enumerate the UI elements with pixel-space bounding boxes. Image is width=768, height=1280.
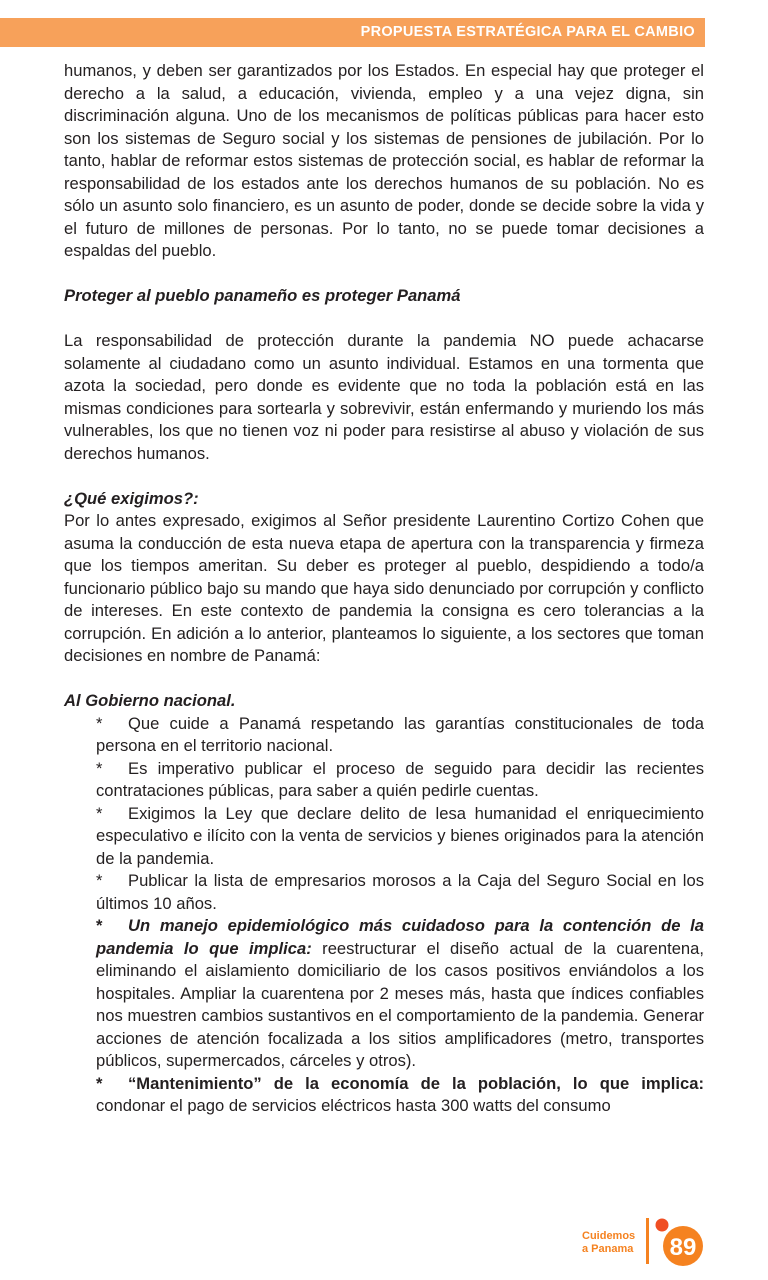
bullet-marker: * (96, 916, 103, 935)
paragraph: La responsabilidad de protección durante la pandemia NO puede achacarse solamente al ciudadano como un asunto individual. Estamos en una tormenta que azota la sociedad, pero donde es evidente que no toda la población está en las mismas condiciones para sortearla y sobrevivir, están enfermando y muriendo los más vulnerables, los que no tienen voz ni poder para resistirse al abuso y violación de sus derechos humanos. (64, 331, 704, 463)
section-heading: ¿Qué exigimos?: (64, 488, 199, 508)
list-item (96, 1073, 704, 1118)
list-item-bold-text: Un manejo epidemiológico más cuidadoso para la contención de la pandemia lo que implica: (96, 916, 704, 958)
logo-line-1: Cuidemos (582, 1230, 636, 1242)
list-item (96, 758, 704, 803)
bullet-marker: * (96, 803, 103, 823)
bullet-marker: * (96, 758, 103, 778)
document-body (64, 60, 704, 1118)
logo-line-2: a Panama (582, 1243, 634, 1255)
list-item-bold-text: “Mantenimiento” de la economía de la población, lo que implica: (128, 1073, 704, 1093)
list-item (96, 870, 704, 915)
logo-89-icon (652, 1216, 708, 1268)
section-heading: Al Gobierno nacional. (64, 691, 236, 710)
logo-mark-text: 89 (669, 1234, 697, 1261)
list-item-text: Que cuide a Panamá respetando las garantías constitucionales de toda persona en el territorio nacional. (96, 713, 704, 755)
list-item-text: Exigimos la Ley que declare delito de lesa humanidad el enriquecimiento especulativo e ilícito con la venta de servicios y bienes originados para la atención de la pandemia. (96, 803, 704, 868)
paragraph: Por lo antes expresado, exigimos al Señor presidente Laurentino Cortizo Cohen que asuma la conducción de esta nueva etapa de apertura con la transparencia y firmeza que los tiempos ameritan. Su deber es proteger al pueblo, despidiendo a todo/a funcionario público bajo su mando que haya sido denunciado por corrupción y conflicto de intereses. En este contexto de pandemia la consigna es cero tolerancias a la corrupción. En adición a lo anterior, planteamos lo siguiente, a los sectores que toman decisiones en nombre de Panamá: (64, 511, 704, 665)
list-item (96, 713, 704, 758)
logo-text (582, 1230, 635, 1256)
list-item-text: condonar el pago de servicios eléctricos hasta 300 watts del consumo (96, 1096, 611, 1115)
cuidemos-panama-logo (580, 1216, 710, 1268)
list-item (96, 803, 704, 871)
header-bar (0, 18, 705, 47)
bullet-marker: * (96, 871, 103, 890)
paragraph: humanos, y deben ser garantizados por los Estados. En especial hay que proteger el derecho a la salud, a educación, vivienda, empleo y a una vejez digna, sin discriminación alguna. Uno de los mecanismos de políticas públicas para hacer esto son los sistemas de Seguro social y los sistemas de pensiones de jubilación. Por lo tanto, hablar de reformar estos sistemas de protección social, es hablar de reformar la responsabilidad de los estados ante los derechos humanos de su población. No es sólo un asunto solo financiero, es un asunto de poder, donde se decide sobre la vida y el futuro de millones de personas. Por lo tanto, no se puede tomar decisiones a espaldas del pueblo. (64, 61, 704, 260)
list-item-text: Es imperativo publicar el proceso de seguido para decidir las recientes contrataciones públicas, para saber a quién pedirle cuentas. (96, 758, 704, 800)
bullet-marker: * (96, 1073, 103, 1093)
logo-divider (646, 1218, 649, 1264)
section-heading: Proteger al pueblo panameño es proteger Panamá (64, 286, 461, 305)
list-item-text: Publicar la lista de empresarios morosos a la Caja del Seguro Social en los últimos 10 años. (96, 871, 704, 913)
header-title: PROPUESTA ESTRATÉGICA PARA EL CAMBIO (360, 24, 695, 40)
demands-list (96, 713, 704, 1118)
list-item (96, 915, 704, 1073)
list-item-text: reestructurar el diseño actual de la cuarentena, eliminando el aislamiento domiciliario de los casos positivos enviándolos a los hospitales. Ampliar la cuarentena por 2 meses más, hasta que índices confiables nos muestren cambios sustantivos en el comportamiento de la pandemia. Generar acciones de atención focalizada a los sitios amplificadores (metro, transportes públicos, supermercados, cárceles y otros). (96, 938, 704, 1070)
bullet-marker: * (96, 713, 103, 733)
